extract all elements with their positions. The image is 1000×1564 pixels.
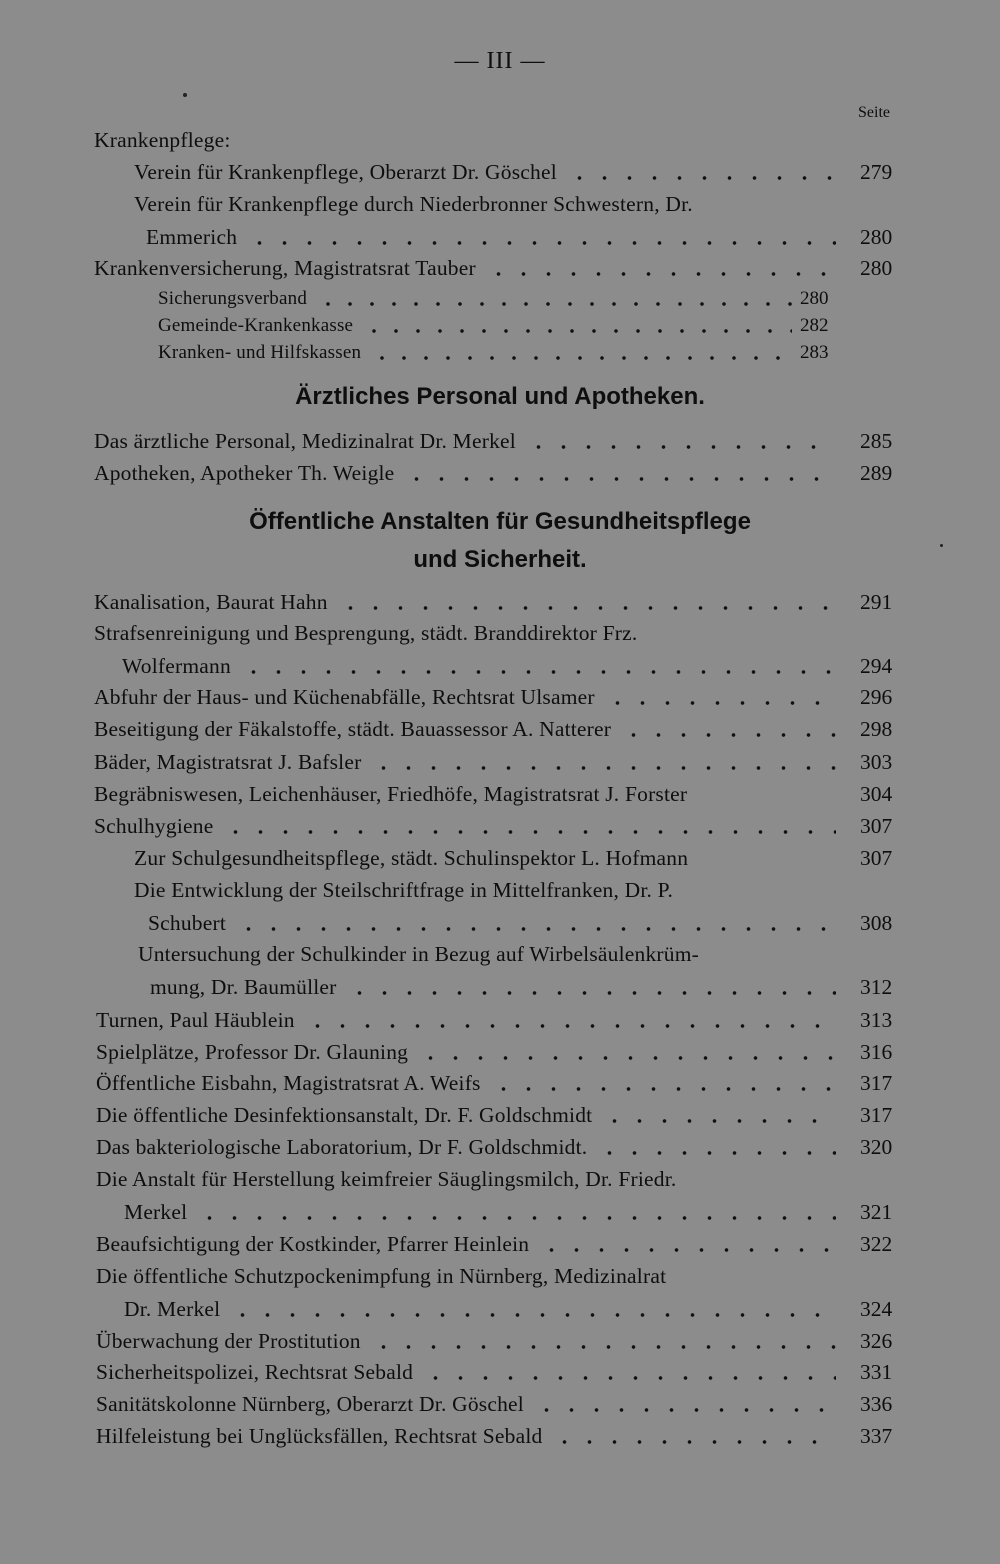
toc-page-number: 336 — [860, 1392, 893, 1416]
dot-leader — [491, 1087, 836, 1091]
toc-entry-title: mung, Dr. Baumüller — [150, 975, 337, 999]
toc-entry-title: Wolfermann — [122, 654, 231, 678]
toc-entry — [0, 128, 1000, 162]
toc-entry-title: Verein für Krankenpflege, Oberarzt Dr. Göschel — [134, 160, 557, 184]
dot-leader — [236, 927, 836, 931]
toc-entry — [0, 225, 1000, 259]
toc-entry-title: Apotheken, Apotheker Th. Weigle — [94, 461, 395, 485]
dot-leader — [241, 670, 836, 674]
toc-entry-title: Beaufsichtigung der Kostkinder, Pfarrer Heinlein — [96, 1232, 530, 1256]
toc-entry-title: Das bakteriologische Laboratorium, Dr F. Goldschmidt. — [96, 1135, 588, 1159]
toc-page-number: 280 — [860, 225, 893, 249]
toc-entry — [0, 590, 1000, 624]
toc-entry — [0, 1135, 1000, 1169]
toc-page-number: 317 — [860, 1103, 893, 1127]
dot-leader — [305, 1024, 836, 1028]
toc-page-number: 285 — [860, 429, 893, 453]
toc-entry — [0, 685, 1000, 719]
dot-leader — [371, 766, 836, 770]
dot-leader — [338, 606, 836, 610]
print-speck — [940, 544, 943, 547]
toc-entry — [0, 782, 1000, 816]
toc-entry — [0, 1392, 1000, 1426]
dot-leader — [423, 1376, 836, 1380]
dot-leader — [371, 1345, 836, 1349]
toc-entry — [0, 814, 1000, 848]
toc-page-number: 320 — [860, 1135, 893, 1159]
toc-entry — [0, 750, 1000, 784]
dot-leader — [418, 1056, 836, 1060]
toc-entry-title: Untersuchung der Schulkinder in Bezug auf Wirbelsäulenkrüm- — [138, 942, 700, 966]
toc-entry — [0, 1167, 1000, 1201]
toc-page-number: 304 — [860, 782, 893, 806]
page-folio: — III — — [454, 48, 546, 74]
toc-page-number: 316 — [860, 1040, 893, 1064]
toc-entry-title: Krankenpflege: — [94, 128, 231, 152]
dot-leader — [602, 1119, 836, 1123]
toc-entry — [0, 1424, 1000, 1458]
toc-entry — [0, 461, 1000, 495]
toc-entry — [0, 1103, 1000, 1137]
toc-entry-title: Dr. Merkel — [124, 1297, 221, 1321]
dot-leader — [597, 1151, 836, 1155]
toc-entry-title: Die Anstalt für Herstellung keimfreier Säuglingsmilch, Dr. Friedr. — [96, 1167, 677, 1191]
toc-entry — [0, 256, 1000, 290]
toc-entry — [0, 942, 1000, 976]
toc-entry-title: Emmerich — [146, 225, 238, 249]
section-heading-aerztliches-personal: Ärztliches Personal und Apotheken. — [295, 383, 705, 410]
toc-entry-title: Die öffentliche Desinfektionsanstalt, Dr. F. Goldschmidt — [96, 1103, 593, 1127]
dot-leader — [363, 329, 792, 333]
dot-leader — [347, 991, 836, 995]
toc-entry-title: Das ärztliche Personal, Medizinalrat Dr. Merkel — [94, 429, 516, 453]
dot-leader — [539, 1248, 836, 1252]
dot-leader — [197, 1216, 836, 1220]
toc-entry-title: Strafsenreinigung und Besprengung, städt. Branddirektor Frz. — [94, 621, 638, 645]
dot-leader — [247, 241, 836, 245]
toc-entry — [0, 1297, 1000, 1331]
toc-entry-title: Die Entwicklung der Steilschriftfrage in Mittelfranken, Dr. P. — [134, 878, 674, 902]
toc-page-number: 294 — [860, 654, 893, 678]
toc-entry — [0, 1329, 1000, 1363]
toc-entry-title: Schulhygiene — [94, 814, 214, 838]
toc-entry — [0, 878, 1000, 912]
toc-entry — [0, 1008, 1000, 1042]
toc-page-number: 337 — [860, 1424, 893, 1448]
toc-page-number: 326 — [860, 1329, 893, 1353]
toc-page-number: 307 — [860, 846, 893, 870]
toc-entry-title: Bäder, Magistratsrat J. Bafsler — [94, 750, 362, 774]
dot-leader — [223, 830, 836, 834]
toc-page-number: 289 — [860, 461, 893, 485]
toc-entry-title: Krankenversicherung, Magistratsrat Tauber — [94, 256, 476, 280]
toc-entry — [0, 429, 1000, 463]
toc-entry — [0, 975, 1000, 1009]
dot-leader — [567, 176, 836, 180]
toc-entry-title: Sicherungsverband — [158, 288, 308, 309]
toc-page-number: 317 — [860, 1071, 893, 1095]
toc-page-number: 280 — [860, 256, 893, 280]
toc-entry-title: Gemeinde-Krankenkasse — [158, 315, 354, 336]
toc-page-number: 322 — [860, 1232, 893, 1256]
dot-leader — [621, 733, 836, 737]
toc-page-number: 307 — [860, 814, 893, 838]
toc-page-number: 308 — [860, 911, 893, 935]
toc-entry — [0, 1071, 1000, 1105]
toc-entry-title: Turnen, Paul Häublein — [96, 1008, 295, 1032]
toc-page-number: 324 — [860, 1297, 893, 1321]
toc-entry — [0, 1200, 1000, 1234]
toc-entry-title: Abfuhr der Haus- und Küchenabfälle, Rechtsrat Ulsamer — [94, 685, 595, 709]
toc-entry — [0, 846, 1000, 880]
toc-entry — [0, 1264, 1000, 1298]
toc-entry-title: Kranken- und Hilfskassen — [158, 342, 362, 363]
toc-entry — [0, 1360, 1000, 1394]
toc-page-number: 312 — [860, 975, 893, 999]
toc-entry — [0, 654, 1000, 688]
toc-entry-title: Öffentliche Eisbahn, Magistratsrat A. Weifs — [96, 1071, 481, 1095]
toc-page-number: 283 — [800, 342, 829, 363]
toc-page-number: 313 — [860, 1008, 893, 1032]
toc-page-number: 298 — [860, 717, 893, 741]
toc-entry — [0, 621, 1000, 655]
section-heading-oeffentliche-anstalten-2: und Sicherheit. — [413, 546, 587, 573]
toc-page-number: 331 — [860, 1360, 893, 1384]
toc-entry — [0, 717, 1000, 751]
toc-entry-title: Hilfeleistung bei Unglücksfällen, Rechtsrat Sebald — [96, 1424, 543, 1448]
toc-entry — [0, 192, 1000, 226]
toc-entry-title: Zur Schulgesundheitspflege, städt. Schulinspektor L. Hofmann — [134, 846, 689, 870]
toc-entry-title: Beseitigung der Fäkalstoffe, städt. Bauassessor A. Natterer — [94, 717, 612, 741]
toc-entry-title: Sicherheitspolizei, Rechtsrat Sebald — [96, 1360, 414, 1384]
dot-leader — [534, 1408, 836, 1412]
dot-leader — [526, 445, 836, 449]
dot-leader — [230, 1313, 836, 1317]
toc-entry-title: Begräbniswesen, Leichenhäuser, Friedhöfe, Magistratsrat J. Forster — [94, 782, 688, 806]
toc-entry — [0, 911, 1000, 945]
toc-entry — [0, 160, 1000, 194]
dot-leader — [552, 1440, 836, 1444]
toc-entry-title: Schubert — [148, 911, 227, 935]
toc-page-number: 296 — [860, 685, 893, 709]
dot-leader — [371, 356, 792, 360]
toc-entry-title: Sanitätskolonne Nürnberg, Oberarzt Dr. Göschel — [96, 1392, 524, 1416]
toc-entry-title: Die öffentliche Schutzpockenimpfung in Nürnberg, Medizinalrat — [96, 1264, 667, 1288]
print-speck — [183, 93, 187, 97]
toc-page-number: 280 — [800, 288, 829, 309]
section-heading-oeffentliche-anstalten: Öffentliche Anstalten für Gesundheitspflege — [249, 508, 751, 535]
toc-entry — [0, 1040, 1000, 1074]
toc-page-number: 291 — [860, 590, 893, 614]
toc-entry-title: Verein für Krankenpflege durch Niederbronner Schwestern, Dr. — [134, 192, 693, 216]
toc-entry-title: Kanalisation, Baurat Hahn — [94, 590, 328, 614]
dot-leader — [486, 272, 836, 276]
toc-page-number: 282 — [800, 315, 829, 336]
toc-entry — [0, 342, 1000, 376]
dot-leader — [317, 302, 792, 306]
toc-page-number: 321 — [860, 1200, 893, 1224]
dot-leader — [404, 477, 836, 481]
toc-page-number: 279 — [860, 160, 893, 184]
toc-entry-title: Merkel — [124, 1200, 188, 1224]
seite-label: Seite — [858, 104, 890, 121]
toc-entry-title: Überwachung der Prostitution — [96, 1329, 361, 1353]
toc-entry-title: Spielplätze, Professor Dr. Glauning — [96, 1040, 409, 1064]
dot-leader — [605, 701, 836, 705]
toc-entry — [0, 1232, 1000, 1266]
toc-page-number: 303 — [860, 750, 893, 774]
